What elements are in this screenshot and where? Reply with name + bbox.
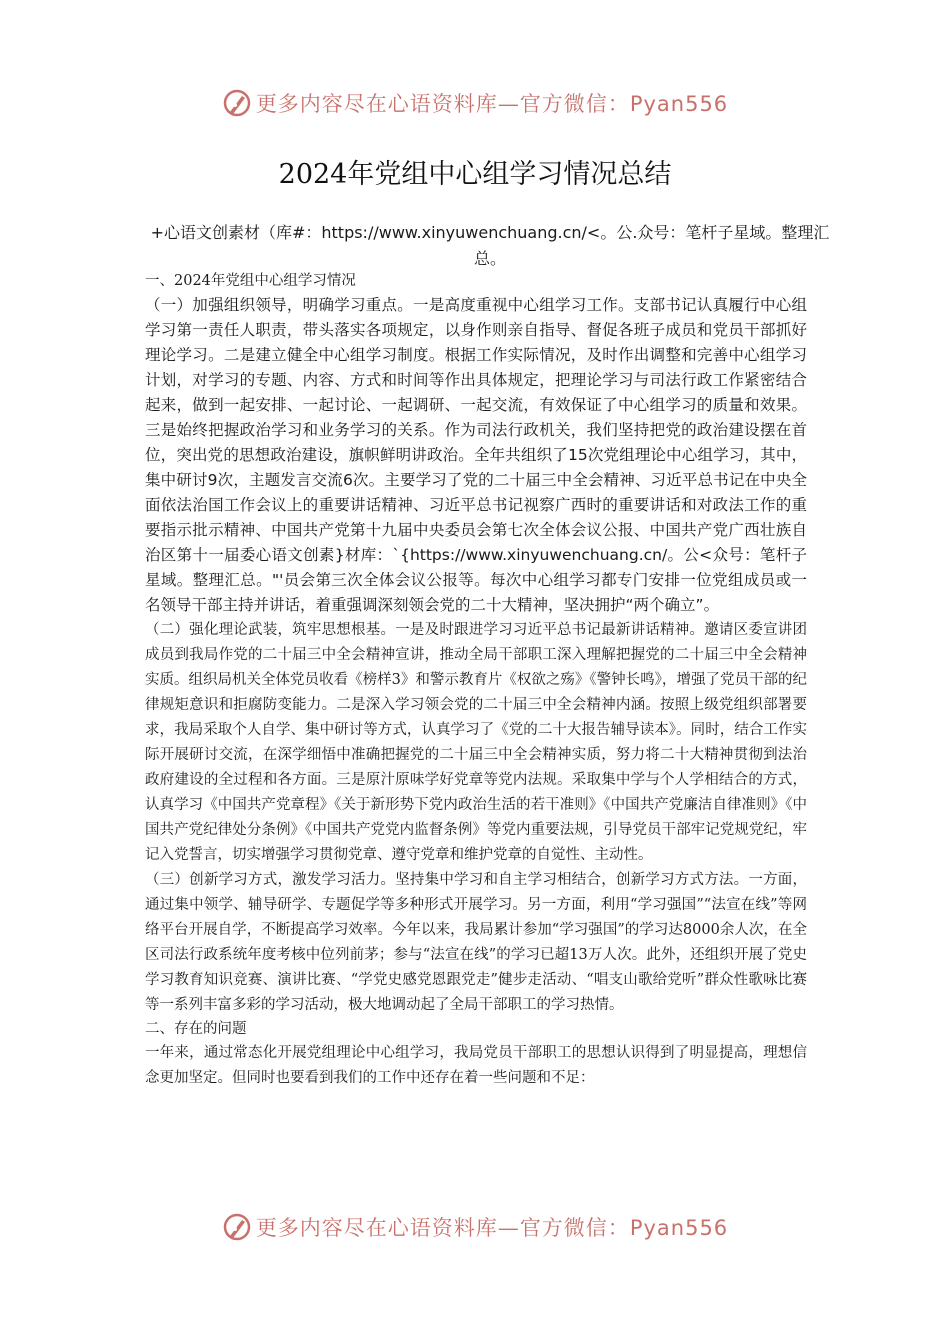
pen-nib-logo-icon xyxy=(222,1212,252,1247)
banner-wechat-id: Pyan556 xyxy=(629,92,729,116)
paragraph-3: （三）创新学习方式，激发学习活力。坚持集中学习和自主学习相结合，创新学习方式方法。一方面，通过集中领学、辅导研学、专题促学等多种形式开展学习。另一方面，利用“学习强国”“法宣在线”等网络平台开展自学，不断提高学习效率。今年以来，我局累计参加“学习强国”的学习达8000余人次，在全区司法行政系统年度考核中位列前茅；参与“法宣在线”的学习已超13万人次。此外，还组织开展了党史学习教育知识竞赛、演讲比赛、“学党史感党恩跟党走”健步走活动、“唱支山歌给党听”群众性歌咏比赛等一系列丰富多彩的学习活动，极大地调动起了全局干部职工的学习热情。 xyxy=(145,872,807,1013)
header-banner xyxy=(0,88,950,123)
paragraph-2: （二）强化理论武装，筑牢思想根基。一是及时跟进学习习近平总书记最新讲话精神。邀请区委宣讲团成员到我局作党的二十届三中全会精神宣讲，推动全局干部职工深入理解把握党的二十届三中全会精神实质。组织局机关全体党员收看《榜样3》和警示教育片《权欲之殇》《警钟长鸣》，增强了党员干部的纪律规矩意识和拒腐防变能力。二是深入学习领会党的二十届三中全会精神内涵。按照上级党组织部署要求，我局采取个人自学、集中研讨等方式，认真学习了《党的二十大报告辅导读本》。同时，结合工作实际开展研讨交流，在深学细悟中准确把握党的二十届三中全会精神实质，努力将二十大精神贯彻到法治政府建设的全过程和各方面。三是原汁原味学好党章等党内法规。采取集中学与个人学相结合的方式，认真学习《中国共产党章程》《关于新形势下党内政治生活的若干准则》《中国共产党廉洁自律准则》《中国共产党纪律处分条例》《中国共产党党内监督条例》等党内重要法规，引导党员干部牢记党规党纪，牢记入党誓言，切实增强学习贯彻党章、遵守党章和维护党章的自觉性、主动性。 xyxy=(145,622,807,863)
document-title: 2024年党组中心组学习情况总结 xyxy=(278,159,672,190)
section-heading-2: 二、存在的问题 xyxy=(145,1021,247,1037)
banner-text: 更多内容尽在心语资料库 xyxy=(255,92,498,116)
footer-banner xyxy=(0,1212,950,1247)
paragraph-4: 一年来，通过常态化开展党组理论中心组学习，我局党员干部职工的思想认识得到了明显提高，理想信念更加坚定。但同时也要看到我们的工作中还存在着一些问题和不足： xyxy=(145,1045,807,1086)
banner-label: 官方微信： xyxy=(519,1216,630,1240)
banner-label: 官方微信： xyxy=(519,92,630,116)
document-body xyxy=(145,270,807,1091)
section-heading-1: 一、2024年党组中心组学习情况 xyxy=(145,273,356,289)
banner-separator: — xyxy=(497,1216,520,1240)
banner-wechat-id: Pyan556 xyxy=(629,1216,729,1240)
banner-text: 更多内容尽在心语资料库 xyxy=(255,1216,498,1240)
source-note: +心语文创素材（库#：https://www.xinyuwenchuang.cn/<。公.众号：笔杆子星域。整理汇总。 xyxy=(150,223,830,268)
pen-nib-logo-icon xyxy=(222,88,252,123)
paragraph-1: （一）加强组织领导，明确学习重点。一是高度重视中心组学习工作。支部书记认真履行中心组学习第一责任人职责，带头落实各项规定，以身作则亲自指导、督促各班子成员和党员干部抓好理论学习。二是建立健全中心组学习制度。根据工作实际情况，及时作出调整和完善中心组学习计划，对学习的专题、内容、方式和时间等作出具体规定，把理论学习与司法行政工作紧密结合起来，做到一起安排、一起讨论、一起调研、一起交流，有效保证了中心组学习的质量和效果。三是始终把握政治学习和业务学习的关系。作为司法行政机关，我们坚持把党的政治建设摆在首位，突出党的思想政治建设，旗帜鲜明讲政治。全年共组织了15次党组理论中心组学习，其中，集中研讨9次，主题发言交流6次。主要学习了党的二十届三中全会精神、习近平总书记在中央全面依法治国工作会议上的重要讲话精神、习近平总书记视察广西时的重要讲话和对政法工作的重要指示批示精神、中国共产党第十九届中央委员会第七次全体会议公报、中国共产党广西壮族自治区第十一届委心语文创素}材库：`{https://www.xinyuwenchuang.cn/。公<众号：笔杆子星域。整理汇总。"'员会第三次全体会议公报等。每次中心组学习都专门安排一位党组成员或一名领导干部主持并讲话，着重强调深刻领会党的二十大精神，坚决拥护“两个确立”。 xyxy=(145,296,807,614)
banner-separator: — xyxy=(497,92,520,116)
